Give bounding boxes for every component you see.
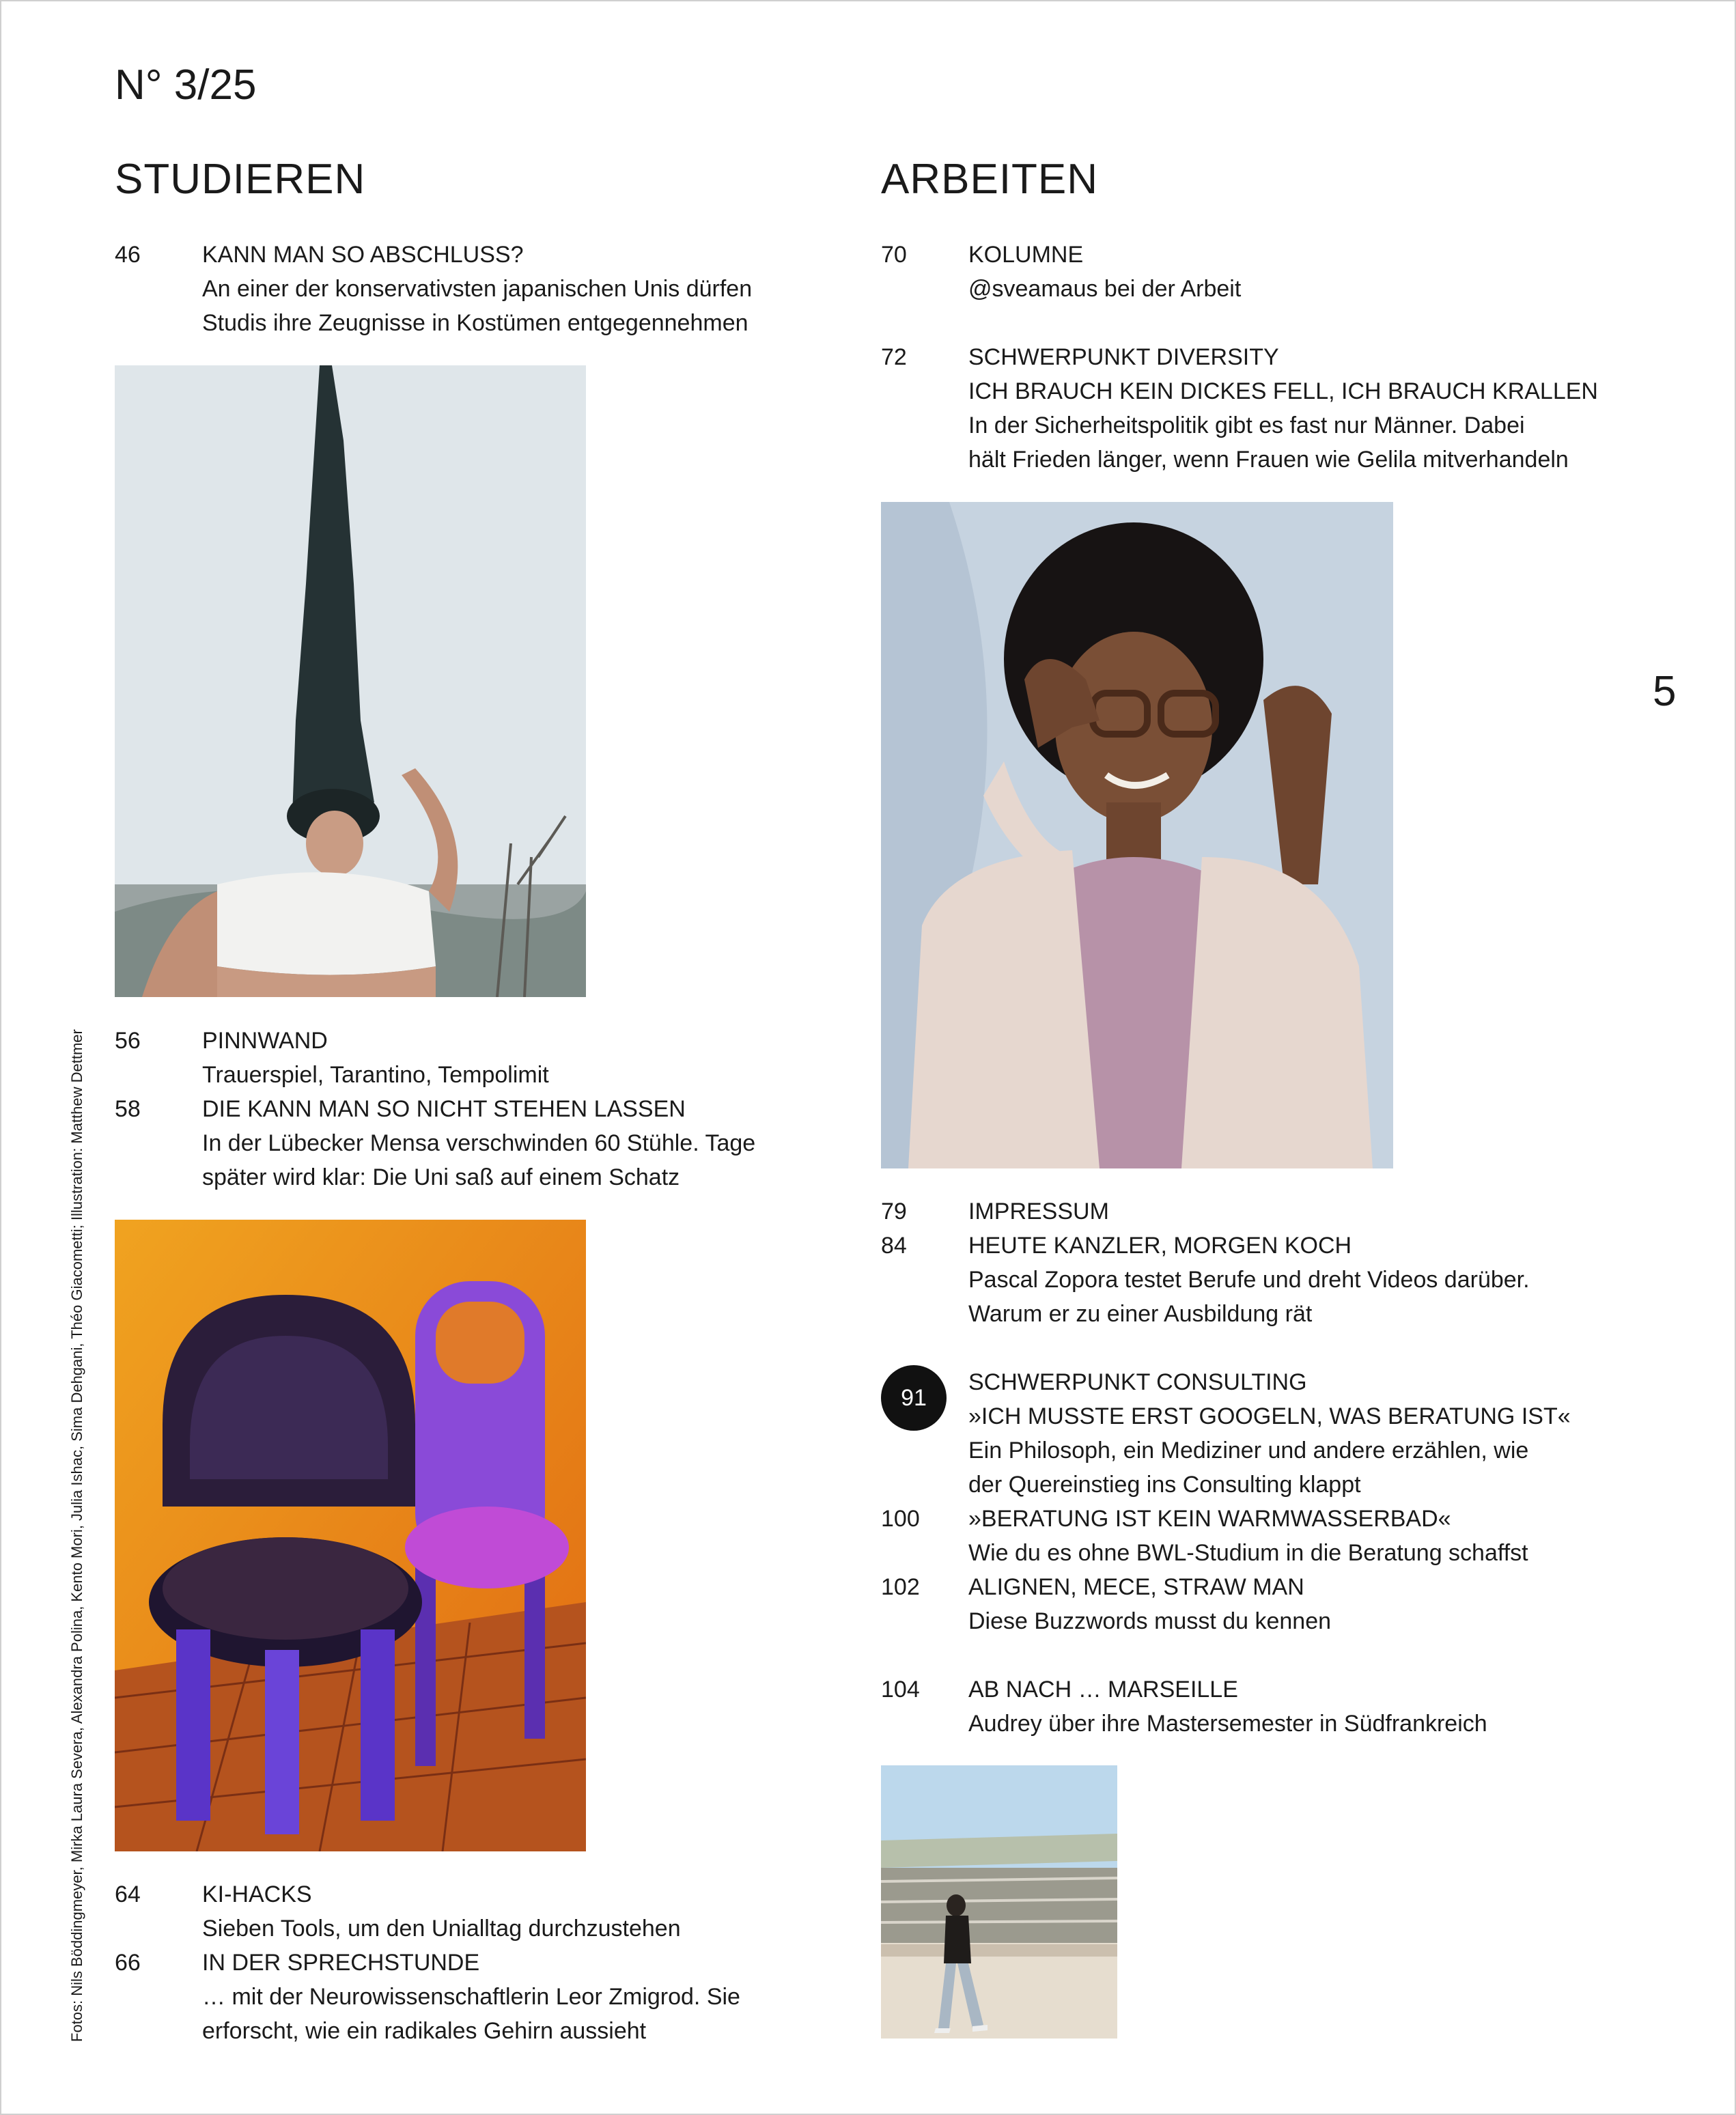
entry-heading: IN DER SPRECHSTUNDE	[202, 1950, 480, 1976]
entry-heading: DIE KANN MAN SO NICHT STEHEN LASSEN	[202, 1096, 686, 1122]
entry-heading: KOLUMNE	[968, 242, 1084, 268]
entry-teaser: Ein Philosoph, ein Mediziner und andere erzählen, wie	[968, 1438, 1529, 1463]
entry-heading: IMPRESSUM	[968, 1199, 1109, 1224]
entry-heading: AB NACH … MARSEILLE	[968, 1677, 1238, 1703]
entry-teaser: Studis ihre Zeugnisse in Kostümen entgegennehmen	[202, 310, 748, 336]
entry-teaser: später wird klar: Die Uni saß auf einem Schatz	[202, 1164, 680, 1190]
issue-number: N° 3/25	[115, 61, 257, 109]
entry-heading: PINNWAND	[202, 1028, 328, 1054]
entry-heading: »ICH MUSSTE ERST GOOGELN, WAS BERATUNG IST«	[968, 1403, 1571, 1429]
page-number: 79	[881, 1199, 907, 1224]
entry-heading: KI-HACKS	[202, 1881, 312, 1907]
photo-graduate-costume	[115, 365, 586, 997]
entry-teaser: Wie du es ohne BWL-Studium in die Beratung schaffst	[968, 1540, 1528, 1566]
page-number: 100	[881, 1506, 920, 1532]
entry-teaser: In der Sicherheitspolitik gibt es fast nur Männer. Dabei	[968, 412, 1525, 438]
entry-teaser: … mit der Neurowissenschaftlerin Leor Zmigrod. Sie	[202, 1984, 740, 2010]
entry-teaser: @sveamaus bei der Arbeit	[968, 276, 1242, 302]
entry-teaser: Pascal Zopora testet Berufe und dreht Videos darüber.	[968, 1267, 1530, 1293]
page-number: 64	[115, 1881, 141, 1907]
entry-teaser: Sieben Tools, um den Unialltag durchzustehen	[202, 1916, 681, 1942]
photo-woman-glasses	[881, 502, 1393, 1168]
entry-heading: SCHWERPUNKT CONSULTING	[968, 1369, 1307, 1395]
section-title-studieren: STUDIEREN	[115, 156, 366, 203]
entry-teaser: hält Frieden länger, wenn Frauen wie Gelila mitverhandeln	[968, 447, 1569, 473]
entry-teaser: der Quereinstieg ins Consulting klappt	[968, 1472, 1361, 1498]
page-number: 102	[881, 1574, 920, 1600]
entry-teaser: Trauerspiel, Tarantino, Tempolimit	[202, 1062, 549, 1088]
page-number: 70	[881, 242, 907, 268]
entry-teaser: Diese Buzzwords musst du kennen	[968, 1608, 1332, 1634]
page-number: 72	[881, 344, 907, 370]
entry-teaser: Audrey über ihre Mastersemester in Südfrankreich	[968, 1711, 1487, 1737]
entry-teaser: Warum er zu einer Ausbildung rät	[968, 1301, 1313, 1327]
entry-teaser: erforscht, wie ein radikales Gehirn aussieht	[202, 2018, 647, 2044]
entry-teaser: In der Lübecker Mensa verschwinden 60 Stühle. Tage	[202, 1130, 756, 1156]
entry-heading: »BERATUNG IST KEIN WARMWASSERBAD«	[968, 1506, 1451, 1532]
page-number: 56	[115, 1028, 141, 1054]
entry-heading: KANN MAN SO ABSCHLUSS?	[202, 242, 524, 268]
page-number: 66	[115, 1950, 141, 1976]
page-number: 46	[115, 242, 141, 268]
page-folio: 5	[1653, 668, 1677, 715]
photo-marseille	[881, 1765, 1117, 2039]
photo-stacked-chairs	[115, 1220, 586, 1851]
page-number: 58	[115, 1096, 141, 1122]
entry-heading: HEUTE KANZLER, MORGEN KOCH	[968, 1233, 1352, 1259]
section-title-arbeiten: ARBEITEN	[881, 156, 1099, 203]
page-number-badge: 91	[881, 1365, 947, 1431]
entry-teaser: An einer der konservativsten japanischen Unis dürfen	[202, 276, 753, 302]
page-number: 84	[881, 1233, 907, 1259]
photo-credits: Fotos: Nils Böddingmeyer, Mirka Laura Severa, Alexandra Polina, Kento Mori, Julia Ishac, Sima Dehgani, Théo Giacometti; Illustration: Matthew Dettmer	[68, 1029, 85, 2042]
entry-heading: ICH BRAUCH KEIN DICKES FELL, ICH BRAUCH KRALLEN	[968, 378, 1598, 404]
entry-heading: ALIGNEN, MECE, STRAW MAN	[968, 1574, 1304, 1600]
entry-heading: SCHWERPUNKT DIVERSITY	[968, 344, 1279, 370]
page-number: 104	[881, 1677, 920, 1703]
